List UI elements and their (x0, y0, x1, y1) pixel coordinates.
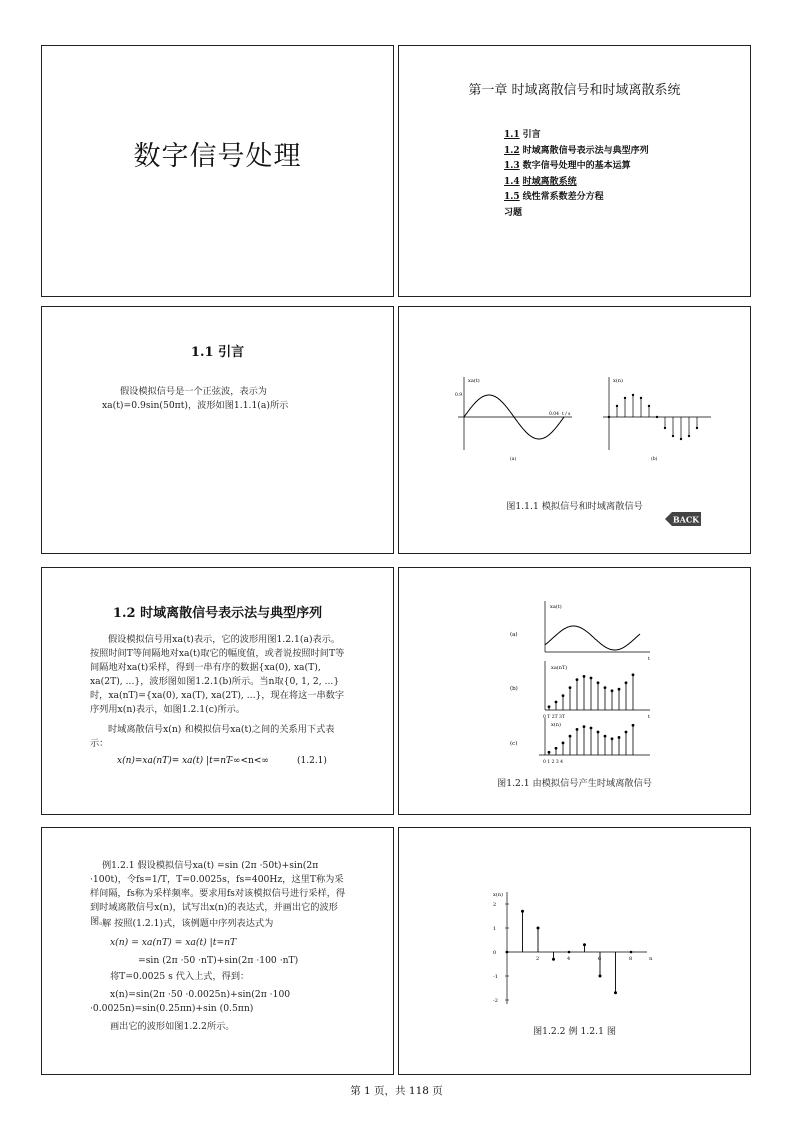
slide-figure-1-2-1 (398, 567, 751, 815)
stem-dot (597, 731, 600, 734)
stem-dot (576, 678, 579, 681)
stem-dot (583, 725, 586, 728)
stem-dot (569, 686, 572, 689)
stem-point (599, 975, 602, 978)
slide-cover (41, 45, 394, 297)
figure-caption: 图1.2.2 例 1.2.1 图 (532, 1026, 617, 1037)
svg-text:xa(nT): xa(nT) (551, 665, 568, 671)
equation-number: (1.2.1) (297, 756, 327, 766)
y-tick-label: 0 (493, 950, 497, 956)
svg-text:0.04: 0.04 (549, 412, 560, 417)
y-axis-label: x(n) (493, 892, 503, 898)
svg-text:t: t (648, 714, 651, 720)
stem-dot (672, 435, 674, 437)
stem-dot (583, 675, 586, 678)
y-tick-label: 2 (493, 902, 497, 908)
y-tick-label: 1 (493, 926, 497, 932)
svg-text:0 T 2T 3T: 0 T 2T 3T (543, 715, 565, 720)
stem-dot (555, 701, 558, 704)
svg-text:(a): (a) (510, 457, 517, 462)
svg-text:BACK: BACK (672, 514, 700, 525)
toc-item-1-4[interactable]: 1.4 时域离散系统 (504, 176, 577, 187)
stem-point (583, 943, 586, 946)
section-paragraph-2: 时域离散信号x(n) 和模拟信号xa(t)之间的关系用下式表示： (90, 724, 335, 749)
stem-point (614, 991, 617, 994)
intro-paragraph: 假设模拟信号是一个正弦波，表示为xa(t)=0.9sin(50πt)，波形如图1.1.1(a)所示 (102, 386, 289, 411)
back-button[interactable] (665, 512, 701, 526)
figure-discrete-samples (599, 372, 714, 462)
toc-item-1-2[interactable]: 1.2 时域离散信号表示法与典型序列 (504, 145, 649, 156)
x-tick-label: 8 (629, 956, 633, 962)
example-paragraph: 例1.2.1 假设模拟信号xa(t) =sin (2π ·50t)+sin(2π ·100t)，令fs=1/T，T=0.0025s，fs=400Hz，这里T称为采样间隔，fs称为采样频率。要求用fs对该模拟信号进行采样，得到时域离散信号x(n)，试写出x(n)的表达式，并画出它的波形图。 (90, 860, 346, 927)
slide-intro (41, 306, 394, 554)
y-tick-label: -2 (493, 998, 498, 1004)
stem-dot (625, 681, 628, 684)
x-tick-label: 2 (536, 956, 540, 962)
stem-dot (576, 728, 579, 731)
equation-2: =sin (2π ·50 ·nT)+sin(2π ·100 ·nT) (138, 955, 299, 966)
svg-text:x(n): x(n) (551, 722, 561, 728)
stem-dot (604, 735, 607, 738)
figure-sampling (507, 598, 657, 768)
section-title: 1.2 时域离散信号表示法与典型序列 (112, 606, 323, 621)
slide-example-1-2-1 (41, 827, 394, 1075)
stem-point (630, 951, 633, 954)
figure-analog-sine (454, 372, 579, 462)
equation-4: x(n)=sin(2π ·50 ·0.0025n)+sin(2π ·100 ·0.0025n)=sin(0.25πn)+sin (0.5πn) (90, 989, 291, 1014)
figure-caption: 图1.1.1 模拟信号和时域离散信号 (506, 501, 643, 512)
x-tick-label: 6 (598, 956, 602, 962)
stem-point (537, 927, 540, 930)
stem-dot (611, 689, 614, 692)
stem-dot (608, 416, 610, 418)
stem-dot (618, 688, 621, 691)
slide-figure-1-2-2 (398, 827, 751, 1075)
toc-list (504, 128, 649, 221)
stem-dot (625, 731, 628, 734)
figure-caption: 图1.2.1 由模拟信号产生时域离散信号 (497, 778, 652, 789)
chapter-title: 第一章 时域离散信号和时域离散系统 (468, 83, 681, 98)
x-tick-label: n (649, 956, 653, 962)
stem-dot (648, 405, 650, 407)
stem-point (506, 951, 509, 954)
stem-dot (664, 427, 666, 429)
stem-dot (611, 737, 614, 740)
y-tick-label: -1 (493, 974, 498, 980)
equation: x(n)=xa(nT)= xa(t) |t=nT (117, 756, 233, 766)
svg-text:0 1 2 3 4: 0 1 2 3 4 (543, 760, 564, 765)
toc-item-exercises[interactable]: 习题 (504, 207, 523, 218)
stem-dot (688, 435, 690, 437)
stem-dot (548, 751, 551, 754)
stem-dot (555, 747, 558, 750)
stem-point (568, 951, 571, 954)
stem-dot (569, 735, 572, 738)
svg-text:xa(t): xa(t) (550, 604, 562, 610)
toc-item-1-1[interactable]: 1.1 引言 (504, 130, 541, 140)
stem-dot (562, 741, 565, 744)
slide-toc (398, 45, 751, 297)
equation-5: 画出它的波形如图1.2.2所示。 (110, 1021, 235, 1032)
equation-3: 将T=0.0025 s 代入上式，得到： (110, 971, 250, 982)
section-paragraph-1: 假设模拟信号用xa(t)表示，它的波形用图1.2.1(a)表示。按照时间T等间隔地对xa(t)取它的幅度值，或者说按照时间T等间隔地对xa(t)采样，得到一串有序的数据{xa(0), xa(T), xa(2T), ...}，波形图如图1.2.1(b)所示。当n取{0, 1, 2, ...}时，xa(nT)={xa(0), xa(T), xa(2T), ...}，现在将这一串数字序列用x(n)表示，如图1.2.1(c)所示。 (90, 634, 345, 715)
svg-text:(c): (c) (510, 741, 518, 747)
stem-dot (548, 705, 551, 708)
stem-dot (618, 736, 621, 739)
stem-dot (604, 686, 607, 689)
svg-text:0.9: 0.9 (455, 393, 463, 398)
solution-paragraph: 解 按照(1.2.1)式，该例题中序列表达式为 (102, 918, 274, 929)
svg-text:t: t (648, 656, 651, 662)
stem-dot (590, 727, 593, 730)
svg-text:x(n): x(n) (613, 378, 623, 384)
stem-dot (632, 394, 634, 396)
stem-dot (597, 681, 600, 684)
svg-text:(b): (b) (510, 686, 518, 692)
stem-dot (656, 416, 658, 418)
stem-dot (640, 397, 642, 399)
equation-1: x(n) = xa(nT) = xa(t) |t=nT (110, 937, 237, 948)
stem-dot (562, 694, 565, 697)
stem-dot (696, 427, 698, 429)
stem-dot (590, 677, 593, 680)
stem-point (552, 958, 555, 961)
page-footer: 第 1 页，共 118 页 (350, 1085, 443, 1097)
slide-section-1-2 (41, 567, 394, 815)
toc-item-1-3[interactable]: 1.3 数字信号处理中的基本运算 (504, 161, 631, 171)
stem-dot (624, 397, 626, 399)
stem-dot (632, 673, 635, 676)
stem-point (521, 910, 524, 913)
stem-dot (632, 724, 635, 727)
svg-text:xa(t): xa(t) (468, 378, 480, 384)
cover-title: 数字信号处理 (133, 141, 302, 172)
svg-text:(a): (a) (510, 632, 518, 638)
svg-text:t / s: t / s (562, 412, 571, 417)
x-tick-label: 4 (567, 956, 571, 962)
chart-figure-1-2-2 (489, 888, 653, 1008)
stem-dot (616, 405, 618, 407)
stem-dot (680, 438, 682, 440)
slide-figure-1-1-1 (398, 306, 751, 554)
toc-item-1-5[interactable]: 1.5 线性常系数差分方程 (504, 192, 604, 202)
section-title: 1.1 引言 (190, 345, 245, 360)
svg-text:(b): (b) (651, 457, 658, 462)
equation-range: -∞<n<∞ (230, 756, 269, 766)
